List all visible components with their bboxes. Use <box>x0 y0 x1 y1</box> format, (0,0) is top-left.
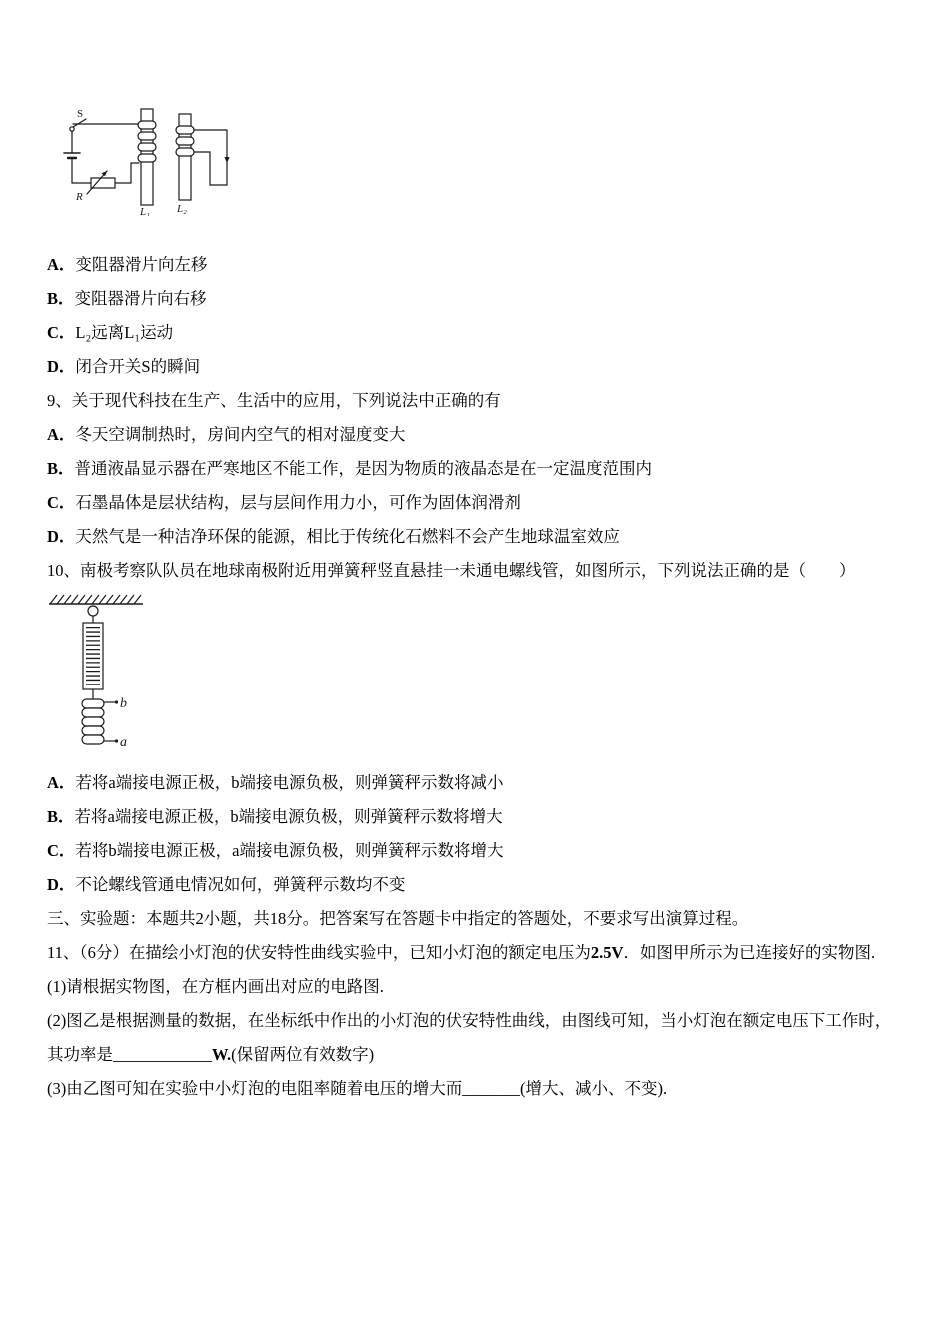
q11-stem <box>47 936 905 970</box>
q8-option-c-text: L₂远离L₁运动 <box>75 323 174 342</box>
q11-part4: (3)由乙图可知在实验中小灯泡的电阻率随着电压的增大而_______(增大、减小、不变). <box>47 1079 668 1098</box>
terminal-a-label: a <box>120 735 127 750</box>
q9-option-d-text: 天然气是一种洁净环保的能源，相比于传统化石燃料不会产生地球温室效应 <box>75 527 620 546</box>
q8-option-d-text: 闭合开关S的瞬间 <box>75 357 201 376</box>
q8-option-b-text: 变阻器滑片向右移 <box>74 289 207 308</box>
q8-option-a-text: 变阻器滑片向左移 <box>75 255 208 274</box>
q8-option-a <box>47 248 905 282</box>
coil1-label: L₁ <box>140 206 150 216</box>
figure-induction-circuit <box>60 106 905 216</box>
q8-option-c <box>47 316 905 350</box>
q9-option-a-label: A． <box>47 425 76 444</box>
terminal-b-label: b <box>120 696 127 711</box>
q10-option-c-text: 若将b端接电源正极，a端接电源负极，则弹簧秤示数将增大 <box>75 841 504 860</box>
q8-option-c-label: C． <box>47 323 76 342</box>
q9-option-d <box>47 520 905 554</box>
q9-option-b <box>47 452 905 486</box>
rheostat-label: R <box>76 191 83 203</box>
q9-option-b-label: B． <box>47 459 75 478</box>
q8-option-d-label: D． <box>47 357 76 376</box>
coil2-label: L₂ <box>177 203 187 215</box>
q9-stem: 9、关于现代科技在生产、生活中的应用，下列说法中正确的有 <box>47 391 501 410</box>
q9-option-c <box>47 486 905 520</box>
q10-option-d-label: D． <box>47 875 76 894</box>
q11-part3 <box>47 1038 905 1072</box>
q10-option-d <box>47 868 905 902</box>
q8-option-a-label: A． <box>47 255 76 274</box>
q8-option-b <box>47 282 905 316</box>
q10-option-b-text: 若将a端接电源正极，b端接电源负极，则弹簧秤示数将增大 <box>74 807 503 826</box>
q11-part3-pre: 其功率是 <box>47 1045 113 1064</box>
q9-option-c-text: 石墨晶体是层状结构，层与层间作用力小，可作为固体润滑剂 <box>75 493 521 512</box>
q10-option-a-text: 若将a端接电源正极，b端接电源负极，则弹簧秤示数将减小 <box>75 773 504 792</box>
q10-option-a <box>47 766 905 800</box>
q10-option-d-text: 不论螺线管通电情况如何，弹簧秤示数均不变 <box>75 875 406 894</box>
circuit-diagram-svg <box>60 106 245 216</box>
q9-option-a-text: 冬天空调制热时，房间内空气的相对湿度变大 <box>75 425 406 444</box>
section3-heading: 三、实验题：本题共2小题，共18分。把答案写在答题卡中指定的答题处，不要求写出演算过程。 <box>47 909 749 928</box>
q10-option-a-label: A． <box>47 773 76 792</box>
q10-stem: 10、南极考察队队员在地球南极附近用弹簧秤竖直悬挂一未通电螺线管，如图所示，下列说法正确的是（ ） <box>47 561 856 580</box>
figure-spring-scale-solenoid <box>47 592 905 764</box>
q11-part2: (2)图乙是根据测量的数据，在坐标纸中作出的小灯泡的伏安特性曲线，由图线可知，当小灯泡在额定电压下工作时， <box>47 1011 892 1030</box>
q10-option-b-label: B． <box>47 807 75 826</box>
q11-rated-voltage: 2.5V <box>590 943 624 962</box>
switch-label: S <box>77 108 84 120</box>
q11-part1: (1)请根据实物图，在方框内画出对应的电路图. <box>47 977 384 996</box>
q9-option-b-text: 普通液晶显示器在严寒地区不能工作，是因为物质的液晶态是在一定温度范围内 <box>74 459 653 478</box>
q10-option-b <box>47 800 905 834</box>
q11-watt-unit: W. <box>212 1045 232 1064</box>
q10-option-c <box>47 834 905 868</box>
q11-stem-pre: 11、（6分）在描绘小灯泡的伏安特性曲线实验中，已知小灯泡的额定电压为 <box>47 943 591 962</box>
q11-part3-post: (保留两位有效数字) <box>231 1045 375 1064</box>
q9-option-a <box>47 418 905 452</box>
q11-stem-post: ．如图甲所示为已连接好的实物图. <box>623 943 876 962</box>
q9-option-c-label: C． <box>47 493 76 512</box>
q10-option-c-label: C． <box>47 841 76 860</box>
q8-option-d <box>47 350 905 384</box>
solenoid-figure-svg <box>47 592 157 764</box>
q9-option-d-label: D． <box>47 527 76 546</box>
q11-answer-blank-power: ____________ <box>113 1045 212 1064</box>
q8-option-b-label: B． <box>47 289 75 308</box>
